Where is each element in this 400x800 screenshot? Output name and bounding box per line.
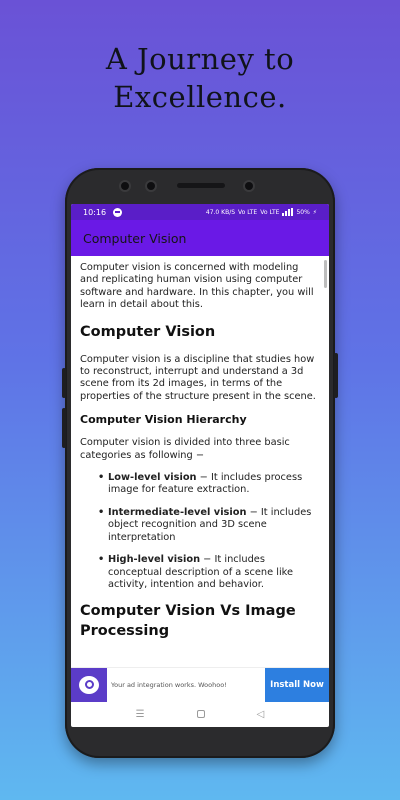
back-icon[interactable]: ◁ bbox=[256, 708, 265, 720]
front-camera-icon bbox=[245, 182, 253, 190]
list-item-term: Intermediate-level vision bbox=[108, 506, 247, 518]
list-item-desc: − It includes conceptual description of a scene like activity, intention and behavior. bbox=[108, 554, 294, 590]
list-item bbox=[98, 472, 319, 497]
promo-title bbox=[0, 40, 400, 116]
heading-vs-image-processing: Computer Vision Vs Image Processing bbox=[80, 603, 296, 640]
ad-banner[interactable] bbox=[71, 667, 329, 701]
list-item-term: Low-level vision bbox=[108, 472, 197, 484]
volte-indicator-1: Vo LTE bbox=[238, 208, 258, 216]
volte-indicator-2: Vo LTE bbox=[260, 208, 280, 216]
phone-frame bbox=[65, 168, 335, 758]
heading-computer-vision: Computer Vision bbox=[80, 323, 216, 340]
camera-icon bbox=[121, 182, 129, 190]
promo-title-line2: Excellence. bbox=[113, 80, 287, 114]
vision-levels-list bbox=[98, 472, 319, 591]
network-speed: 47.0 KB/S bbox=[205, 208, 236, 216]
notification-icon bbox=[113, 208, 122, 217]
signal-icon bbox=[282, 208, 293, 216]
volume-down-button bbox=[62, 408, 66, 448]
charging-icon: ⚡ bbox=[312, 208, 317, 216]
app-bar-title: Computer Vision bbox=[83, 230, 187, 246]
install-now-button[interactable]: Install Now bbox=[265, 668, 329, 702]
article-content[interactable] bbox=[71, 256, 329, 667]
status-bar bbox=[71, 204, 329, 220]
list-item bbox=[98, 507, 319, 544]
list-item-desc: − It includes process image for feature extraction. bbox=[108, 472, 303, 496]
hierarchy-paragraph: Computer vision is divided into three basic categories as following − bbox=[80, 437, 290, 461]
list-item-desc: − It includes object recognition and 3D scene interpretation bbox=[108, 506, 312, 543]
scrollbar[interactable] bbox=[324, 260, 327, 288]
sensor-icon bbox=[147, 182, 155, 190]
status-indicators bbox=[206, 208, 317, 216]
list-item-term: High-level vision bbox=[108, 554, 201, 566]
earpiece-speaker bbox=[177, 183, 225, 188]
home-icon[interactable] bbox=[197, 710, 205, 718]
system-nav-bar bbox=[71, 701, 329, 727]
volume-up-button bbox=[62, 368, 66, 398]
heading-hierarchy: Computer Vision Hierarchy bbox=[80, 413, 247, 427]
battery-percent: 50% bbox=[296, 208, 310, 216]
app-bar bbox=[71, 220, 329, 256]
intro-paragraph: Computer vision is concerned with modeling and replicating human vision using computer software and hardware. In this chapter, you will learn in detail about this. bbox=[80, 262, 314, 311]
phone-screen bbox=[71, 204, 329, 727]
ad-text: Your ad integration works. Woohoo! bbox=[111, 680, 227, 689]
ad-logo-icon bbox=[71, 668, 107, 702]
promo-title-line1: A Journey to bbox=[105, 42, 295, 76]
definition-paragraph: Computer vision is a discipline that studies how to reconstruct, interrupt and understand a 3d scene from its 2d images, in terms of the properties of the structure present in the scene. bbox=[80, 353, 316, 402]
status-time: 10:16 bbox=[83, 207, 107, 217]
menu-icon[interactable]: ☰ bbox=[135, 708, 145, 720]
list-item bbox=[98, 554, 319, 591]
power-button bbox=[334, 353, 338, 398]
